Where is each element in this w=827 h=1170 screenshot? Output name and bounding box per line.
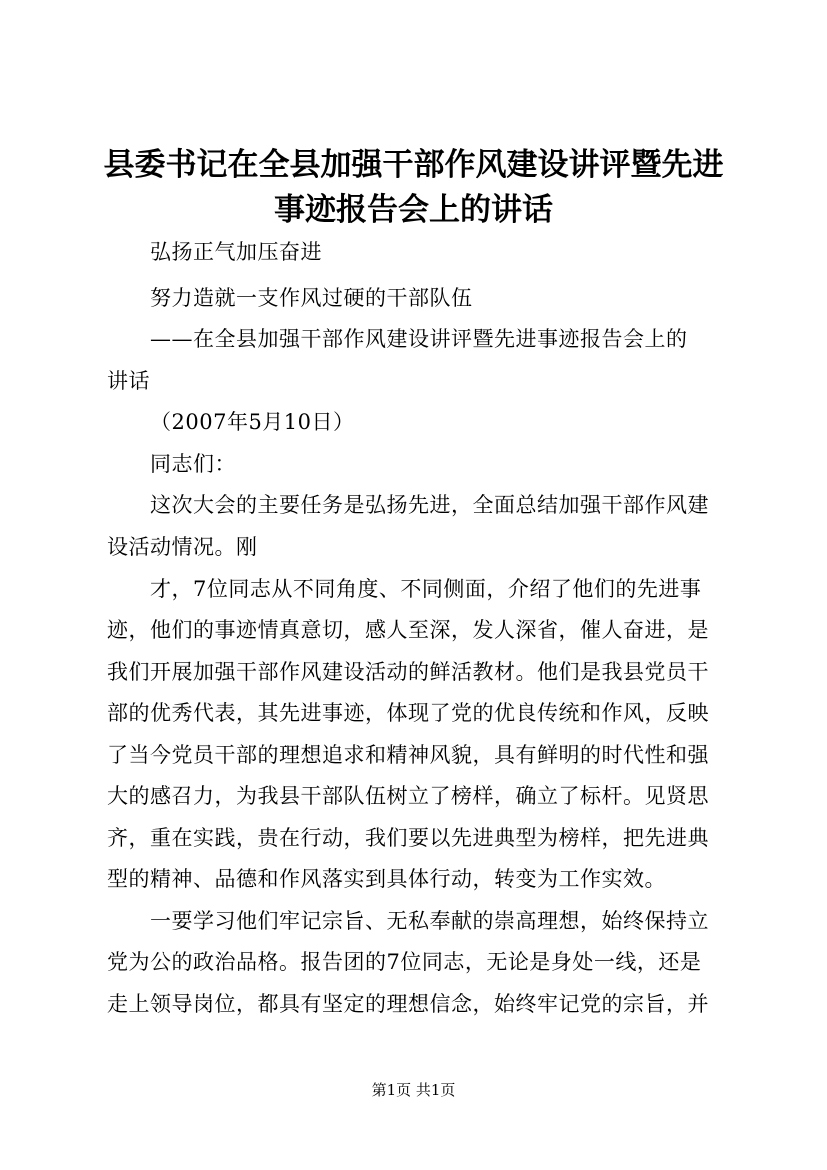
subtitle-line: 讲话: [107, 369, 150, 393]
page-footer: 第1页 共1页: [371, 1081, 456, 1099]
date-line: （2007年5月10日）: [150, 410, 355, 434]
salutation-line: 同志们：: [150, 452, 236, 476]
body-text-line: 一要学习他们牢记宗旨、无私奉献的崇高理想，始终保持立: [150, 909, 709, 933]
body-text-line: 这次大会的主要任务是弘扬先进，全面总结加强干部作风建: [150, 493, 709, 517]
body-text-line: 设活动情况。刚: [107, 535, 258, 559]
body-text-line: 型的精神、品德和作风落实到具体行动，转变为工作实效。: [107, 867, 666, 891]
subtitle-line: 弘扬正气加压奋进: [150, 240, 322, 264]
subtitle-line: 努力造就一支作风过硬的干部队伍: [150, 286, 473, 310]
body-text-line: 迹，他们的事迹情真意切，感人至深，发人深省，催人奋进，是: [107, 618, 709, 642]
subtitle-line: ——在全县加强干部作风建设讲评暨先进事迹报告会上的: [150, 327, 688, 351]
body-text-line: 党为公的政治品格。报告团的7位同志，无论是身处一线，还是: [107, 950, 702, 974]
body-text-line: 大的感召力，为我县干部队伍树立了榜样，确立了标杆。见贤思: [107, 784, 709, 808]
body-text-line: 部的优秀代表，其先进事迹，体现了党的优良传统和作风，反映: [107, 701, 709, 725]
body-text-line: 我们开展加强干部作风建设活动的鲜活教材。他们是我县党员干: [107, 660, 709, 684]
document-title-line-2: 事迹报告会上的讲话: [274, 192, 553, 228]
body-text-line: 才，7位同志从不同角度、不同侧面，介绍了他们的先进事: [150, 577, 702, 601]
body-text-line: 走上领导岗位，都具有坚定的理想信念，始终牢记党的宗旨，并: [107, 992, 709, 1016]
body-text-line: 齐，重在实践，贵在行动，我们要以先进典型为榜样，把先进典: [107, 826, 709, 850]
document-title-line-1: 县委书记在全县加强干部作风建设讲评暨先进: [103, 147, 724, 183]
body-text-line: 了当今党员干部的理想追求和精神风貌，具有鲜明的时代性和强: [107, 743, 709, 767]
